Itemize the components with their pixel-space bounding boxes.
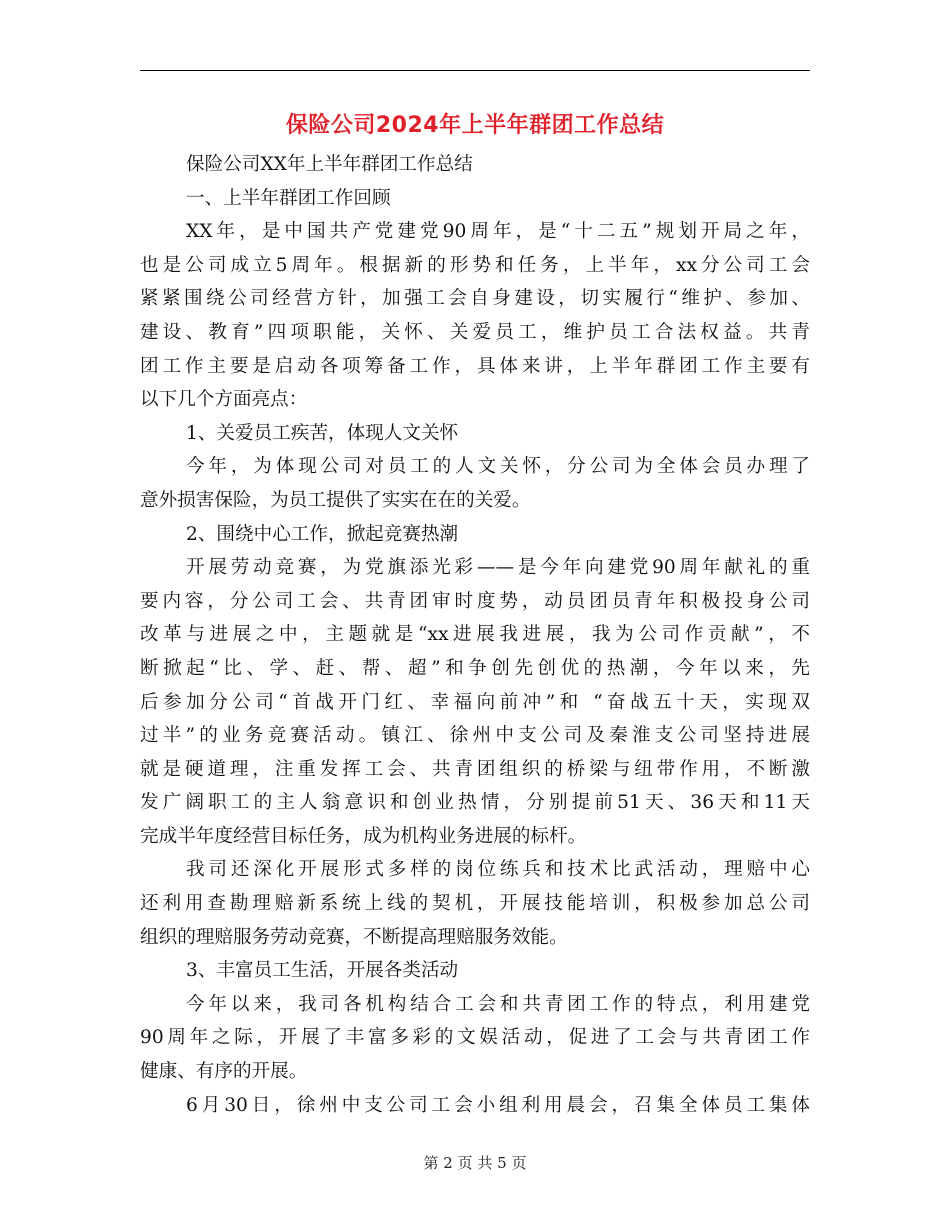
subsection-heading: 3、丰富员工生活，开展各类活动 xyxy=(186,960,459,982)
paragraph-line: 过半”的业务竞赛活动。镇江、徐州中支公司及秦淮支公司坚持进展 xyxy=(140,725,810,747)
document-body xyxy=(140,148,810,1122)
subsection-heading: 1、关爱员工疾苦，体现人文关怀 xyxy=(186,422,459,444)
paragraph-line: 健康、有序的开展。 xyxy=(140,1061,308,1083)
paragraph-line: 改革与进展之中，主题就是“xx进展我进展，我为公司作贡献”，不 xyxy=(140,624,810,646)
paragraph-line: 就是硬道理，注重发挥工会、共青团组织的桥梁与纽带作用，不断激 xyxy=(140,758,810,780)
paragraph-line: 开展劳动竞赛，为党旗添光彩——是今年向建党90周年献礼的重 xyxy=(186,557,810,579)
page-footer: 第 2 页 共 5 页 xyxy=(423,1154,527,1172)
paragraph-line: 我司还深化开展形式多样的岗位练兵和技术比武活动，理赔中心 xyxy=(186,859,810,881)
paragraph-line: 团工作主要是启动各项筹备工作，具体来讲，上半年群团工作主要有 xyxy=(140,355,810,377)
paragraph-line: 今年，为体现公司对员工的人文关怀，分公司为全体会员办理了 xyxy=(186,456,810,478)
paragraph-line: 6月30日，徐州中支公司工会小组利用晨会，召集全体员工集体 xyxy=(186,1094,810,1116)
subsection-heading: 2、围绕中心工作，掀起竞赛热潮 xyxy=(186,523,459,545)
subtitle-line: 保险公司XX年上半年群团工作总结 xyxy=(186,154,473,175)
paragraph-line: 还利用查勘理赔新系统上线的契机，开展技能培训，积极参加总公司 xyxy=(140,893,810,915)
paragraph-line: XX年，是中国共产党建党90周年，是“十二五”规划开局之年， xyxy=(186,221,810,243)
paragraph-line: 意外损害保险，为员工提供了实实在在的关爱。 xyxy=(140,489,531,511)
document-title: 保险公司2024年上半年群团工作总结 xyxy=(285,113,665,138)
paragraph-line: 组织的理赔服务劳动竞赛，不断提高理赔服务效能。 xyxy=(140,926,568,948)
paragraph-line: 完成半年度经营目标任务，成为机构业务进展的标杆。 xyxy=(140,825,587,847)
paragraph-line: 90周年之际，开展了丰富多彩的文娱活动，促进了工会与共青团工作 xyxy=(140,1027,810,1049)
paragraph-line: 要内容，分公司工会、共青团审时度势，动员团员青年积极投身公司 xyxy=(140,590,810,612)
paragraph-line: 今年以来，我司各机构结合工会和共青团工作的特点，利用建党 xyxy=(186,993,810,1015)
paragraph-line: 后参加分公司“首战开门红、幸福向前冲”和 “奋战五十天，实现双 xyxy=(140,691,810,713)
paragraph-line: 发广阔职工的主人翁意识和创业热情，分别提前51天、36天和11天 xyxy=(140,792,810,814)
paragraph-line: 建设、教育”四项职能，关怀、关爱员工，维护员工合法权益。共青 xyxy=(140,321,810,343)
paragraph-line: 也是公司成立5周年。根据新的形势和任务，上半年，xx分公司工会 xyxy=(140,254,810,276)
paragraph-line: 以下几个方面亮点： xyxy=(140,389,308,411)
paragraph-line: 断掀起“比、学、赶、帮、超”和争创先创优的热潮，今年以来，先 xyxy=(140,657,810,679)
section-heading: 一、上半年群团工作回顾 xyxy=(186,187,391,209)
header-rule xyxy=(140,70,810,71)
paragraph-line: 紧紧围绕公司经营方针，加强工会自身建设，切实履行“维护、参加、 xyxy=(140,288,810,310)
